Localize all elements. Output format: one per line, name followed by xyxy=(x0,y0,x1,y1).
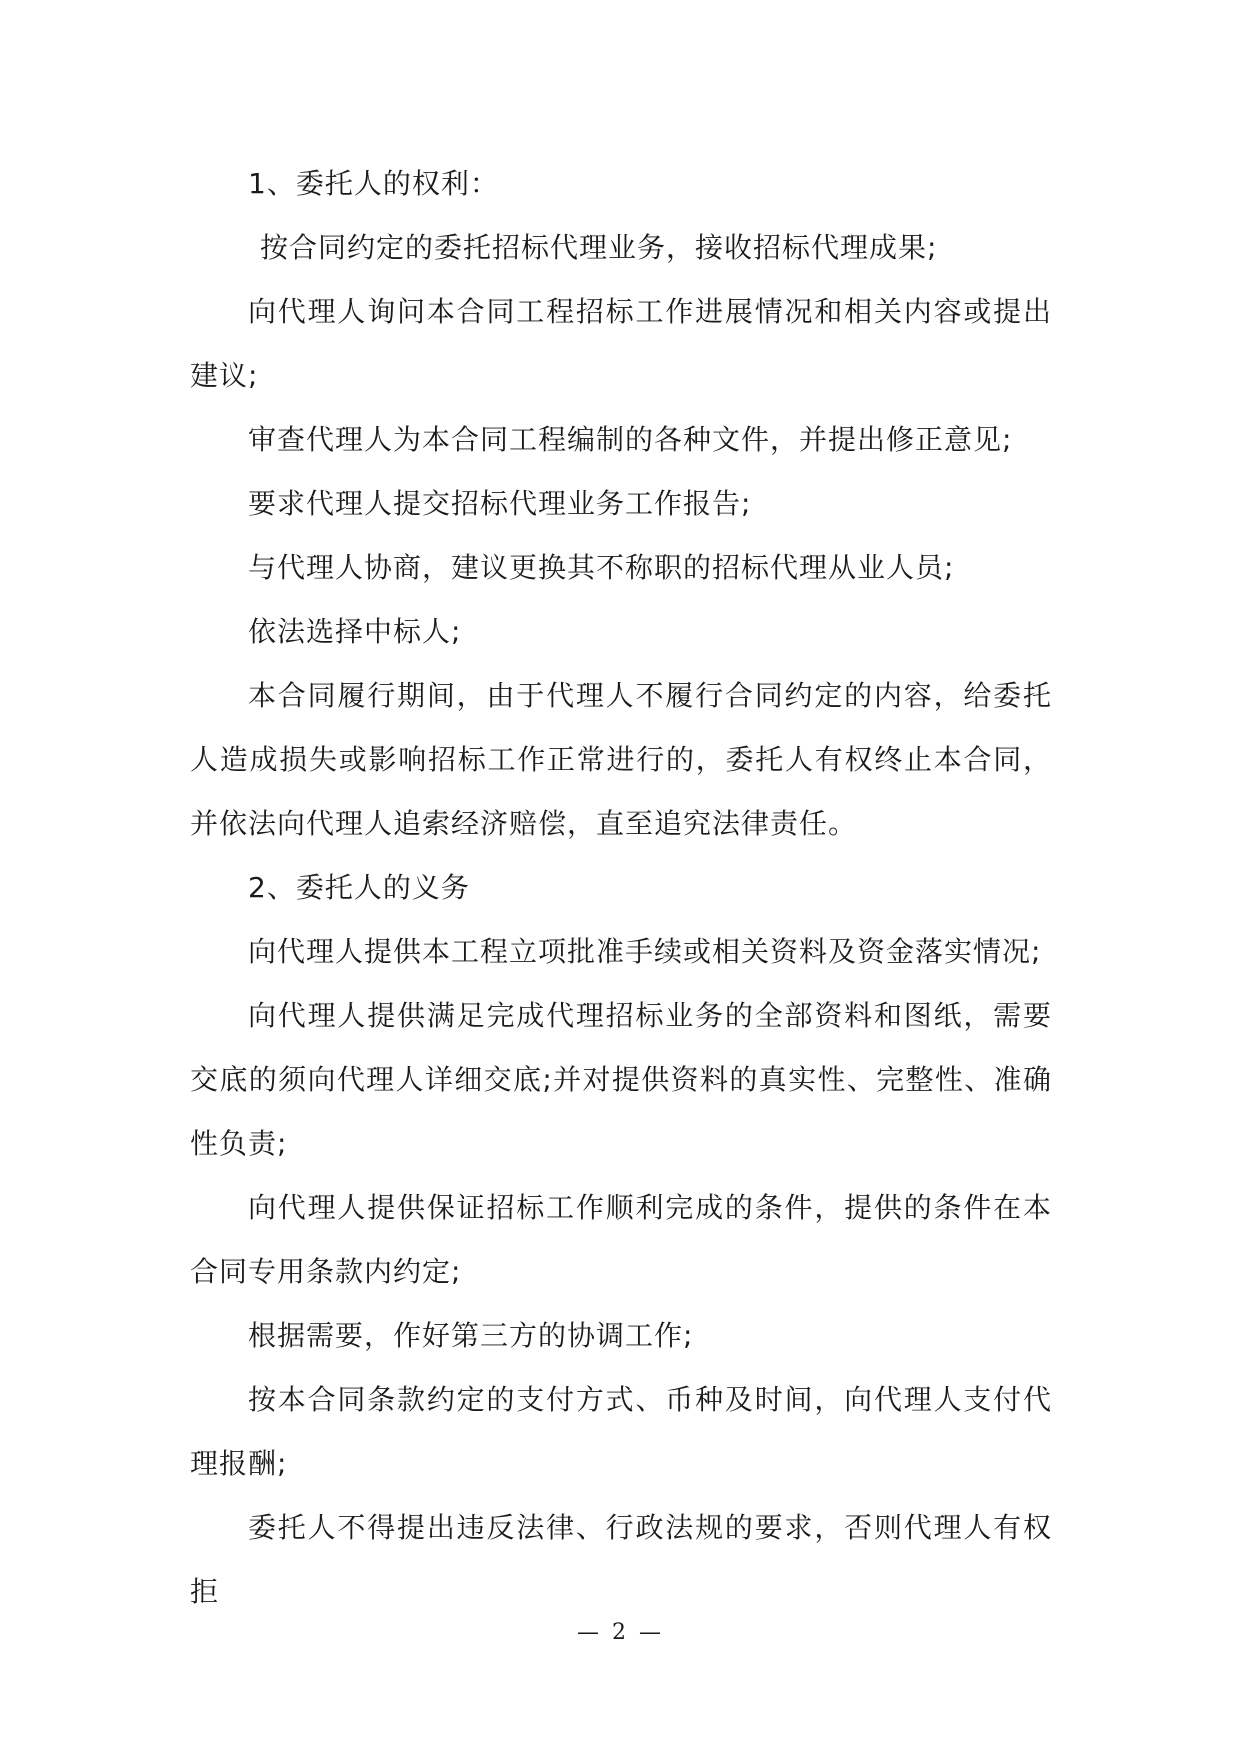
paragraph: 向代理人提供本工程立项批准手续或相关资料及资金落实情况; xyxy=(248,935,1042,968)
paragraph: 向代理人询问本合同工程招标工作进展情况和相关内容或提出建议; xyxy=(190,295,1052,392)
paragraph: 审查代理人为本合同工程编制的各种文件，并提出修正意见; xyxy=(248,423,1013,456)
page-number: — 2 — xyxy=(577,1620,664,1645)
document-body xyxy=(190,152,1052,1624)
paragraph: 依法选择中标人; xyxy=(248,615,462,648)
section-heading-obligations: 2、委托人的义务 xyxy=(248,871,470,904)
paragraph: 按本合同条款约定的支付方式、币种及时间，向代理人支付代理报酬; xyxy=(190,1383,1052,1480)
paragraph: 委托人不得提出违反法律、行政法规的要求，否则代理人有权拒 xyxy=(190,1511,1052,1608)
paragraph: 向代理人提供保证招标工作顺利完成的条件，提供的条件在本合同专用条款内约定; xyxy=(190,1191,1052,1288)
section-heading-rights: 1、委托人的权利： xyxy=(248,167,499,200)
paragraph: 向代理人提供满足完成代理招标业务的全部资料和图纸，需要交底的须向代理人详细交底;并对提供资料的真实性、完整性、准确性负责; xyxy=(190,999,1052,1160)
paragraph: 本合同履行期间，由于代理人不履行合同约定的内容，给委托人造成损失或影响招标工作正常进行的，委托人有权终止本合同，并依法向代理人追索经济赔偿，直至追究法律责任。 xyxy=(190,679,1052,840)
paragraph: 根据需要，作好第三方的协调工作; xyxy=(248,1319,694,1352)
paragraph: 要求代理人提交招标代理业务工作报告; xyxy=(248,487,752,520)
paragraph: 按合同约定的委托招标代理业务，接收招标代理成果; xyxy=(260,231,938,264)
paragraph: 与代理人协商，建议更换其不称职的招标代理从业人员; xyxy=(248,551,955,584)
